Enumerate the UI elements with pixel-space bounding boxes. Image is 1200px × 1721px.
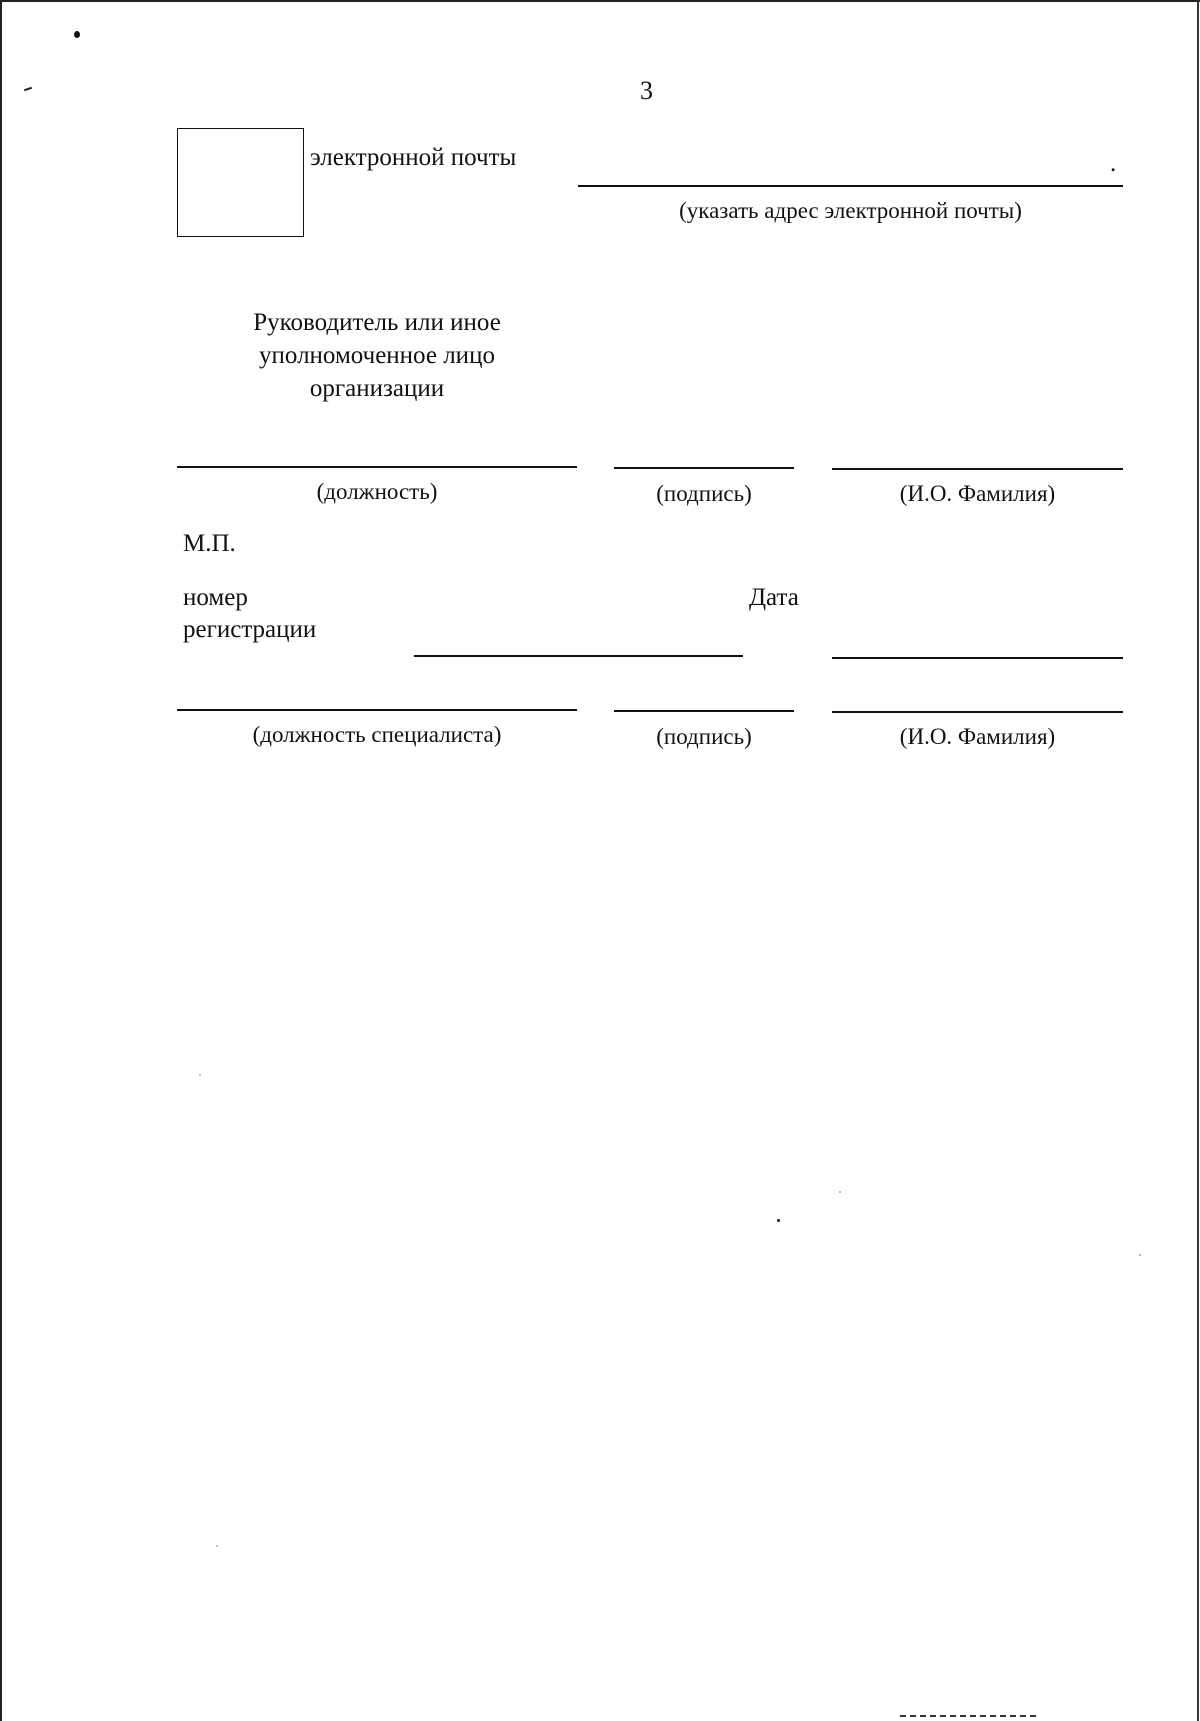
head-name-line[interactable] xyxy=(832,468,1123,470)
registration-number-line1: номер xyxy=(183,584,248,611)
head-position-line[interactable] xyxy=(177,466,577,468)
specialist-position-line[interactable] xyxy=(177,709,577,711)
scan-speck xyxy=(839,1191,841,1193)
head-title-line1: Руководитель или иное xyxy=(253,309,501,336)
head-name-caption: (И.О. Фамилия) xyxy=(899,481,1056,506)
date-line[interactable] xyxy=(832,657,1123,659)
email-trailing-dot: . xyxy=(1110,150,1117,177)
head-title-line3: организации xyxy=(309,375,445,402)
scan-mark xyxy=(24,87,32,92)
page-edge-right xyxy=(1197,0,1199,1721)
page-edge-top xyxy=(0,0,1200,2)
registration-number-line2: регистрации xyxy=(183,616,317,643)
scan-speck xyxy=(777,1219,780,1222)
scan-speck xyxy=(199,1074,201,1076)
email-caption: (указать адрес электронной почты) xyxy=(679,198,1022,223)
page-edge-left xyxy=(0,0,2,1721)
specialist-position-caption: (должность специалиста) xyxy=(252,722,502,747)
registration-number-label xyxy=(183,582,316,646)
email-label: электронной почты xyxy=(310,144,517,171)
email-input-line[interactable] xyxy=(578,185,1123,187)
specialist-name-caption: (И.О. Фамилия) xyxy=(899,724,1056,749)
specialist-signature-line[interactable] xyxy=(614,710,794,712)
head-title xyxy=(177,306,577,405)
scan-speck xyxy=(74,31,80,38)
scan-speck xyxy=(1139,1254,1141,1256)
email-checkbox[interactable] xyxy=(177,128,304,237)
head-signature-caption: (подпись) xyxy=(656,481,752,506)
head-signature-line[interactable] xyxy=(614,467,794,469)
head-position-caption: (должность) xyxy=(316,479,438,504)
scan-speck xyxy=(216,1545,218,1547)
head-title-line2: уполномоченное лицо xyxy=(259,342,495,369)
specialist-name-line[interactable] xyxy=(832,711,1123,713)
scan-edge-artifact xyxy=(900,1715,1040,1717)
date-label: Дата xyxy=(749,584,799,611)
registration-number-line[interactable] xyxy=(414,655,743,657)
page-number: 3 xyxy=(640,76,653,105)
specialist-signature-caption: (подпись) xyxy=(656,724,752,749)
stamp-label: М.П. xyxy=(183,530,236,557)
